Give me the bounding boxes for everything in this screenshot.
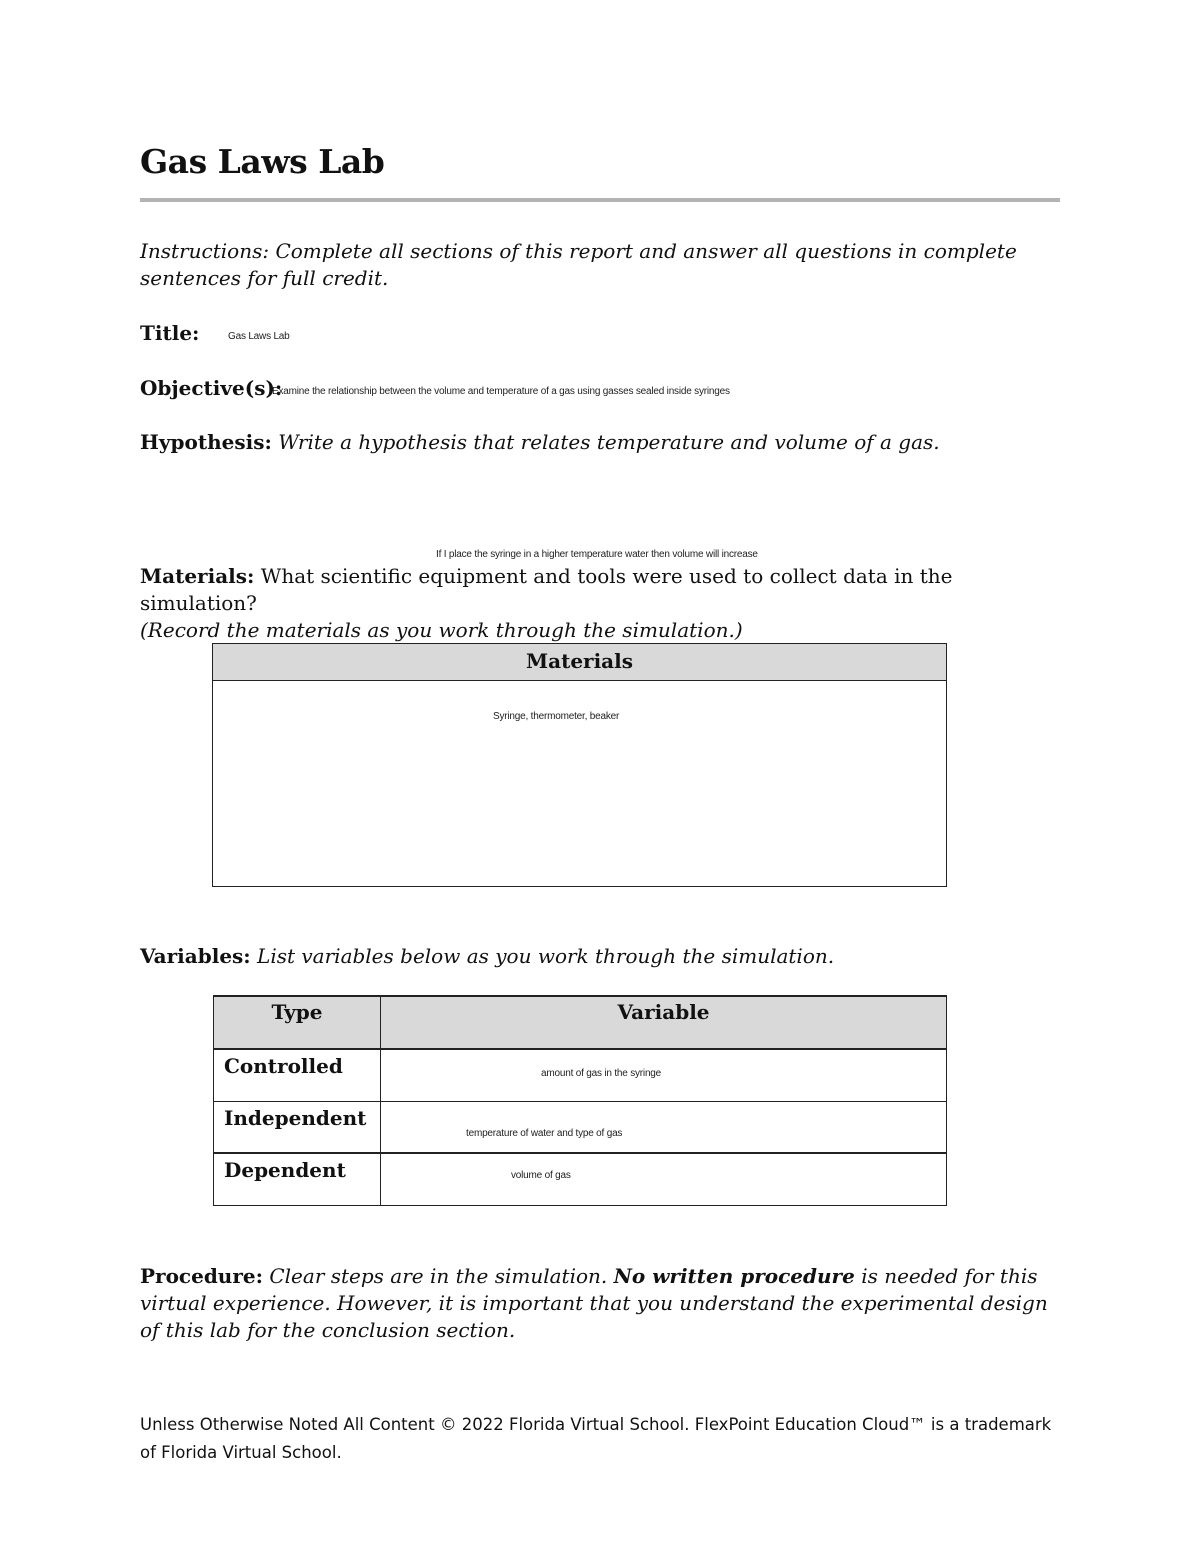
procedure-label: Procedure: [140, 1264, 263, 1288]
materials-table-cell[interactable] [213, 681, 947, 887]
variables-prompt: List variables below as you work through the simulation. [257, 944, 835, 968]
variables-header-variable: Variable [381, 996, 947, 1049]
page-title: Gas Laws Lab [140, 142, 385, 181]
dependent-answer: volume of gas [511, 1170, 571, 1181]
materials-table [212, 643, 947, 887]
procedure-text-1: Clear steps are in the simulation. [269, 1264, 608, 1288]
hypothesis-prompt: Write a hypothesis that relates temperature and volume of a gas. [278, 430, 940, 454]
procedure-text-bold: No written procedure [613, 1264, 855, 1288]
materials-note: (Record the materials as you work through the simulation.) [140, 618, 743, 642]
hypothesis-answer[interactable]: If I place the syringe in a higher temperature water then volume will increase [436, 549, 758, 560]
table-row [214, 1101, 947, 1153]
independent-answer: temperature of water and type of gas [466, 1127, 623, 1139]
variables-label: Variables: [140, 944, 251, 968]
variable-type-dependent: Dependent [214, 1153, 381, 1205]
variable-value-independent[interactable] [381, 1101, 947, 1153]
variables-row [140, 943, 1060, 970]
materials-table-header: Materials [213, 644, 947, 681]
controlled-answer: amount of gas in the syringe [541, 1068, 662, 1079]
materials-answer: Syringe, thermometer, beaker [493, 711, 620, 722]
procedure-text-2: is needed for this virtual experience. However, it is important that you understand the experimental design of this lab for the conclusion section. [140, 1264, 1048, 1342]
table-row [214, 1153, 947, 1205]
table-row [214, 1049, 947, 1101]
variable-type-controlled: Controlled [214, 1049, 381, 1101]
title-divider [140, 198, 1060, 202]
title-answer[interactable]: Gas Laws Lab [228, 331, 290, 342]
variable-type-independent: Independent [214, 1101, 381, 1153]
objective-answer[interactable]: Examine the relationship between the volume and temperature of a gas using gasses sealed inside syringes [272, 386, 730, 397]
instructions-text: Instructions: Complete all sections of this report and answer all questions in complete sentences for full credit. [140, 239, 1017, 290]
hypothesis-label: Hypothesis: [140, 430, 272, 454]
variable-value-dependent[interactable] [381, 1153, 947, 1205]
materials-row [140, 563, 1060, 644]
title-label: Title: [140, 321, 200, 345]
objective-label: Objective(s): [140, 376, 283, 400]
procedure-row [140, 1263, 1060, 1344]
materials-prompt: What scientific equipment and tools were used to collect data in the simulation? [140, 564, 953, 615]
variable-value-controlled[interactable] [381, 1049, 947, 1101]
variables-header-type: Type [214, 996, 381, 1049]
hypothesis-row [140, 429, 1060, 456]
variables-table [213, 995, 947, 1206]
footer-copyright: Unless Otherwise Noted All Content © 2022 Florida Virtual School. FlexPoint Education Cloud™ is a trademark of Florida Virtual School. [140, 1415, 1052, 1462]
materials-label: Materials: [140, 564, 255, 588]
